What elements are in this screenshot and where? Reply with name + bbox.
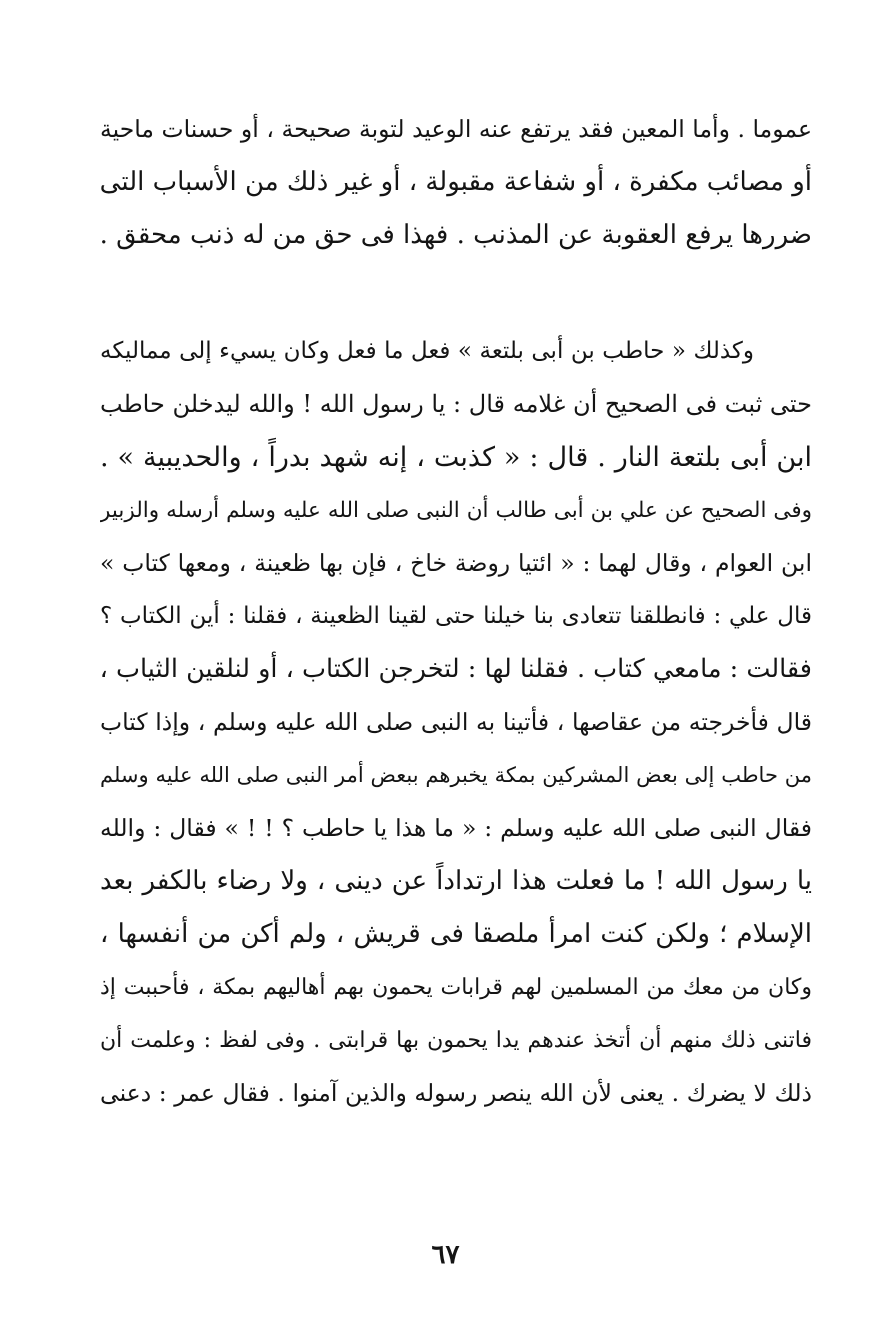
text-line: قال علي : فانطلقنا تتعادى بنا خيلنا حتى لقينا الظعينة ، فقلنا : أين الكتاب ؟ — [100, 603, 812, 629]
text-line: ابن العوام ، وقال لهما : « ائتيا روضة خاخ ، فإن بها ظعينة ، ومعها كتاب » — [100, 549, 812, 577]
text-line: وفى الصحيح عن علي بن أبى طالب أن النبى صلى الله عليه وسلم أرسله والزبير — [100, 498, 812, 523]
text-line: ابن أبى بلتعة النار . قال : « كذبت ، إنه شهد بدراً ، والحديبية » . — [100, 442, 812, 473]
text-line: من حاطب إلى بعض المشركين بمكة يخبرهم ببعض أمر النبى صلى الله عليه وسلم — [100, 763, 812, 787]
text-line: حتى ثبت فى الصحيح أن غلامه قال : يا رسول الله ! والله ليدخلن حاطب — [100, 390, 812, 418]
paragraph-2 — [100, 325, 812, 1120]
text-line: ذلك لا يضرك . يعنى لأن الله ينصر رسوله والذين آمنوا . فقال عمر : دعنى — [100, 1079, 812, 1107]
text-line: وكان من معك من المسلمين لهم قرابات يحمون بهم أهاليهم بمكة ، فأحببت إذ — [100, 975, 812, 1000]
text-line: الإسلام ؛ ولكن كنت امرأ ملصقا فى قريش ، ولم أكن من أنفسها ، — [100, 919, 812, 949]
text-line: عموما . وأما المعين فقد يرتفع عنه الوعيد لتوبة صحيحة ، أو حسنات ماحية — [100, 115, 812, 143]
text-line: فقال النبى صلى الله عليه وسلم : « ما هذا يا حاطب ؟ ! ! » فقال : والله — [100, 814, 812, 842]
text-line: وكذلك « حاطب بن أبى بلتعة » فعل ما فعل وكان يسيء إلى مماليكه — [100, 338, 754, 364]
page-number: ٦٧ — [431, 1240, 460, 1270]
text-line: يا رسول الله ! ما فعلت هذا ارتداداً عن دينى ، ولا رضاء بالكفر بعد — [100, 866, 812, 896]
text-line: ضررها يرفع العقوبة عن المذنب . فهذا فى حق من له ذنب محقق . — [100, 220, 812, 250]
text-line: أو مصائب مكفرة ، أو شفاعة مقبولة ، أو غير ذلك من الأسباب التى — [100, 167, 812, 197]
paragraph-1 — [100, 103, 812, 262]
text-line: فقالت : مامعي كتاب . فقلنا لها : لتخرجن الكتاب ، أو لنلقين الثياب ، — [100, 654, 812, 684]
text-line: قال فأخرجته من عقاصها ، فأتينا به النبى صلى الله عليه وسلم ، وإذا كتاب — [100, 708, 812, 736]
text-line: فاتنى ذلك منهم أن أتخذ عندهم يدا يحمون بها قرابتى . وفى لفظ : وعلمت أن — [100, 1028, 812, 1053]
